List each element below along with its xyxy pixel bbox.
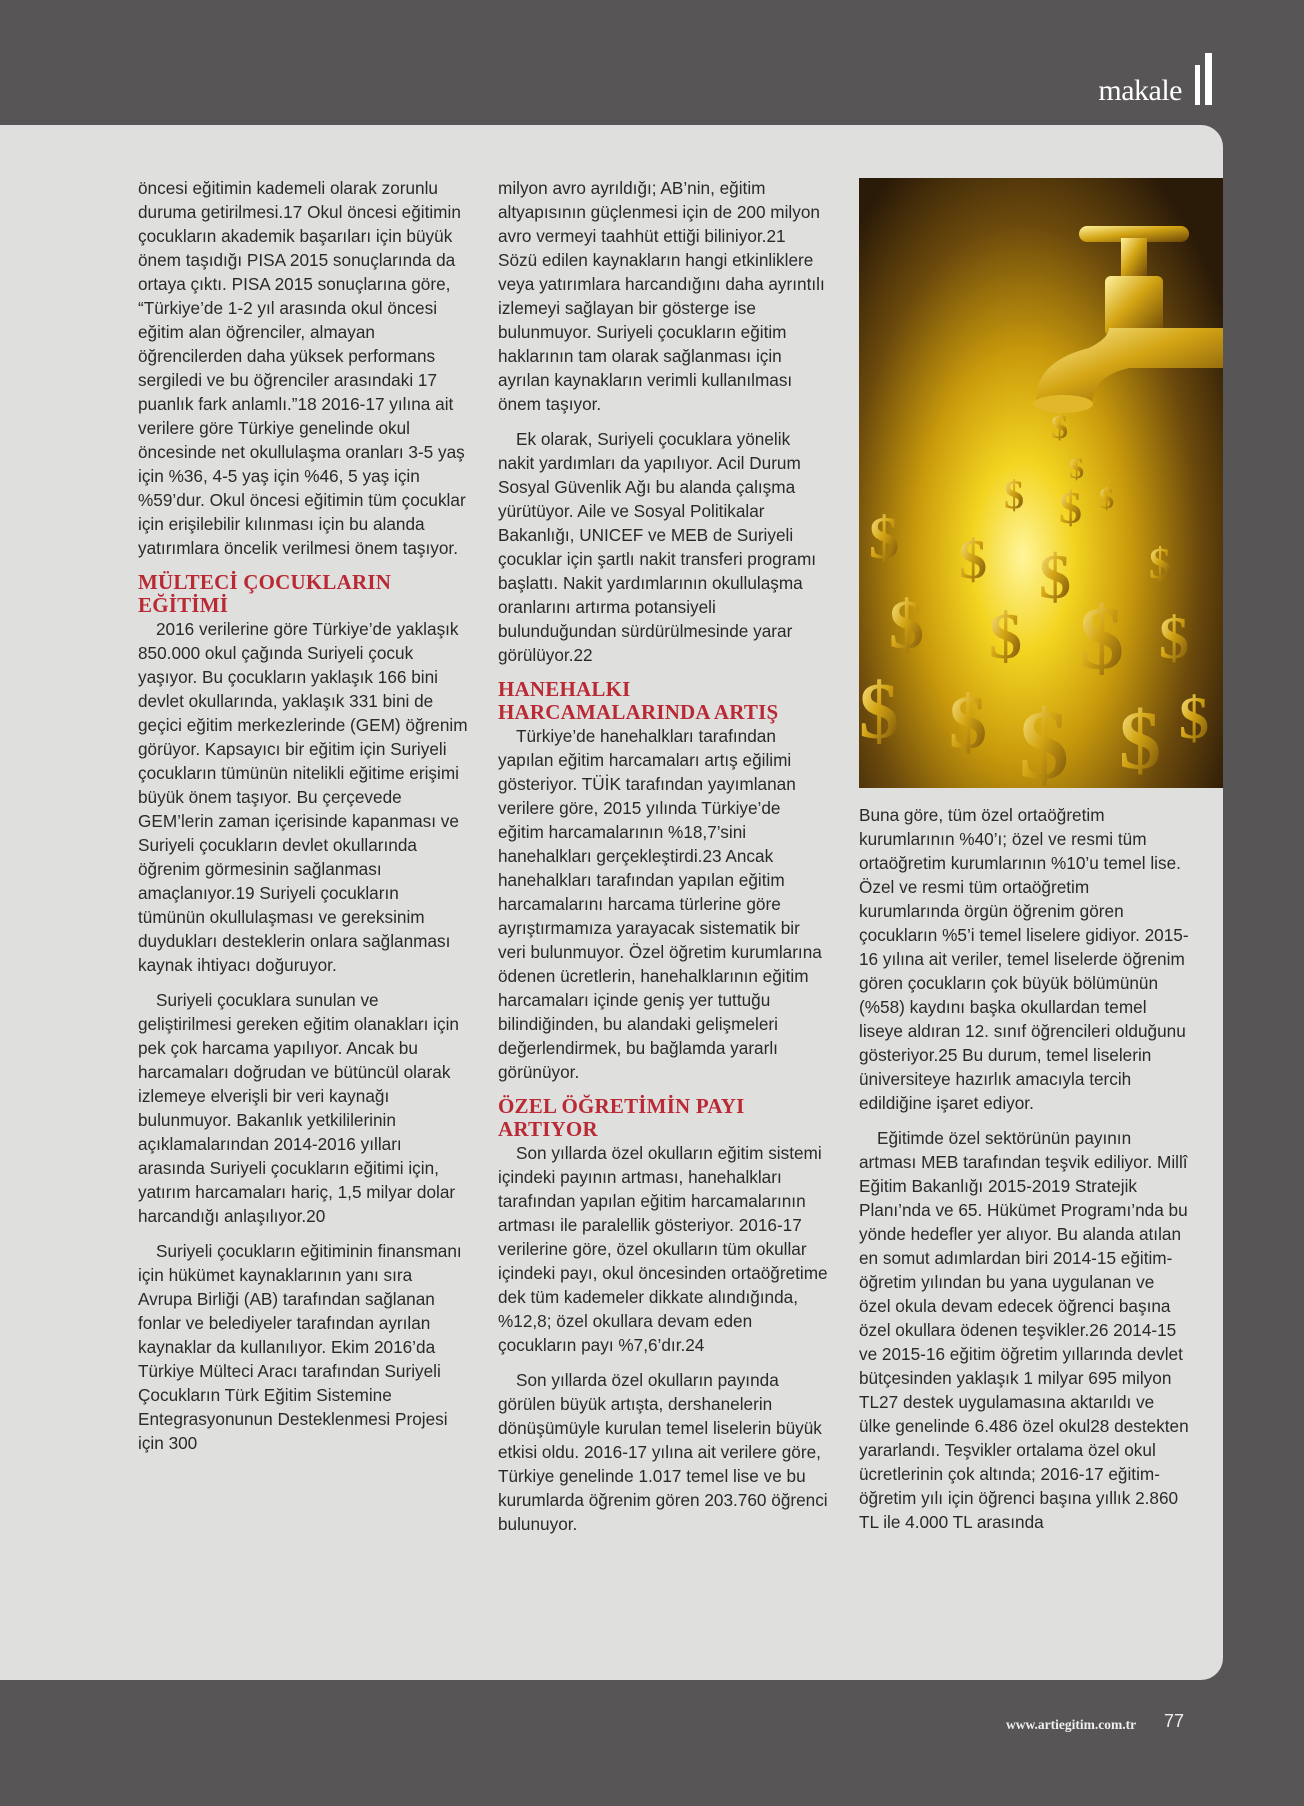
svg-text:$: $ [889, 587, 924, 664]
svg-text:$: $ [949, 681, 987, 765]
section-marker-icon [1195, 53, 1215, 105]
paragraph: Ek olarak, Suriyeli çocuklara yönelik nakit yardımları da yapılıyor. Acil Durum Sosyal Güvenlik Ağı bu alanda çalışma yürütüyor. Aile ve Sosyal Politikalar Bakanlığı, UNICEF ve MEB de Suriyeli çocuklar için şartlı nakit transferi programı başlattı. Nakit yardımlarının okullulaşma oranlarını artırma potansiyeli bulunduğundan sürdürülmesinde yarar görülüyor.22 [498, 429, 817, 665]
svg-text:$: $ [1149, 539, 1171, 588]
svg-text:$: $ [1159, 605, 1189, 671]
svg-text:$: $ [1069, 452, 1084, 485]
paragraph: Eğitimde özel sektörünün payının artması MEB tarafından teşvik ediliyor. Millî Eğitim Bakanlığı 2015-2019 Stratejik Planı’nda ve 65. Hükümet Programı’nda bu yönde hedefler yer alıyor. Bu alanda atılan en somut adımlardan biri 2014-15 eğitim-öğretim yılından bu yana uygulanan ve özel okula devam edecek öğrenci başına özel okullara ödenen teşvikler.26 2014-15 ve 2015-16 eğitim öğretim yıllarında devlet bütçesinden yaklaşık 1 milyar 695 milyon TL27 destek uygulamasına aktarıldı ve ülke genelinde 6.486 özel okul28 destekten yararlandı. Teşvikler ortalama özel okul ücretlerinin çok altında; 2016-17 eğitim-öğretim yılı için öğrenci başına yıllık 2.860 TL ile 4.000 TL arasında [859, 1128, 1189, 1532]
paragraph: Son yıllarda özel okulların payında görülen büyük artışta, dershanelerin dönüşümüyle kurulan temel liselerin büyük etkisi oldu. 2016-17 yılına ait verilere göre, Türkiye genelinde 1.017 temel lise ve bu kurumlarda öğrenim gören 203.760 öğrenci bulunuyor. [498, 1370, 828, 1534]
section-heading: ÖZEL ÖĞRETİMİN PAYI ARTIYOR [498, 1094, 745, 1141]
paragraph: 2016 verilerine göre Türkiye’de yaklaşık 850.000 okul çağında Suriyeli çocuk yaşıyor. Bu çocukların yaklaşık 166 bini devlet okullarında, yaklaşık 331 bini de geçici eğitim merkezlerinde (GEM) öğrenim görüyor. Kapsayıcı bir eğitim için Suriyeli çocukların tümünün nitelikli eğitime erişimi büyük önem taşıyor. Bu çerçevede GEM’lerin zaman içerisinde kapanması ve Suriyeli çocukların devlet okullarında öğrenim görmesinin sağlanması amaçlanıyor.19 Suriyeli çocukların tümünün okullulaşması ve gereksinim duydukları desteklerin onlara sağlanması kaynak ihtiyacı doğuruyor. [138, 619, 468, 975]
section-label: makale [1098, 74, 1182, 107]
paragraph: Türkiye’de hanehalkları tarafından yapılan eğitim harcamaları artış eğilimi gösteriyor. TÜİK tarafından yayımlanan verilere göre, 2015 yılında Türkiye’de eğitim harcamalarının %18,7’sini hanehalkları gerçekleştirdi.23 Ancak hanehalkları tarafından yapılan eğitim harcamalarını harcama türlerine göre ayrıştırmamıza yarayacak sistematik bir veri bulunmuyor. Özel öğretim kurumlarına ödenen ücretlerin, hanehalklarının eğitim harcamaları içinde geniş yer tuttuğu bilindiğinden, bu alandaki gelişmeleri değerlendirmek, bu bağlamda yararlı görünüyor. [498, 726, 822, 1082]
svg-text:$: $ [1079, 589, 1124, 688]
svg-text:$: $ [869, 505, 899, 571]
paragraph: Suriyeli çocuklara sunulan ve geliştirilmesi gereken eğitim olanakları için pek çok harcama yapılıyor. Ancak bu harcamaları doğrudan ve bütüncül olarak izlemeye elverişli bir veri kaynağı bulunmuyor. Bakanlık yetkililerinin açıklamalarından 2014-2016 yılları arasında Suriyeli çocukların eğitimi için, yatırım harcamaları hariç, 1,5 milyar dolar harcandığı anlaşılıyor.20 [138, 990, 459, 1226]
paragraph: Buna göre, tüm özel ortaöğretim kurumlarının %40’ı; özel ve resmi tüm ortaöğretim kurumlarının %10’u temel lise. Özel ve resmi tüm ortaöğretim kurumlarında örgün öğrenim gören çocukların %5’i temel liselere gidiyor. 2015-16 yılına ait veriler, temel liselerde öğrenim gören çocukların çok büyük bölümünün (%58) kaydını başka okullardan temel liseye aldıran 12. sınıf öğrencileri olduğunu gösteriyor.25 Bu durum, temel liselerin üniversiteye hazırlık amacıyla tercih edildiğine işaret ediyor. [859, 805, 1189, 1113]
golden-faucet-icon [859, 178, 1223, 788]
svg-text:$: $ [1059, 482, 1082, 533]
paragraph: öncesi eğitimin kademeli olarak zorunlu duruma getirilmesi.17 Okul öncesi eğitimin çocukların akademik başarıları için büyük önem taşıdığı PISA 2015 sonuçlarında da ortaya çıktı. PISA 2015 sonuçlarına göre, “Türkiye’de 1-2 yıl arasında okul öncesi eğitim alan öğrenciler, almayan öğrencilerden daha yüksek performans sergiledi ve bu öğrenciler arasındaki 17 puanlık fark anlamlı.”18 2016-17 yılına ait verilere göre Türkiye genelinde okul öncesinde net okullulaşma oranları 3-5 yaş için %36, 4-5 yaş için %46, 5 yaş için %59’dur. Okul öncesi eğitimin tüm çocuklar için erişilebilir kılınması için bu alanda yatırımlara öncelik verilmesi önem taşıyor. [138, 178, 466, 558]
section-heading: MÜLTECİ ÇOCUKLARIN EĞİTİMİ [138, 570, 392, 617]
svg-text:$: $ [1004, 472, 1024, 517]
svg-text:$: $ [1119, 694, 1161, 787]
page-number: 77 [1164, 1711, 1185, 1731]
svg-text:$: $ [859, 668, 899, 756]
svg-text:$: $ [1051, 409, 1068, 446]
svg-text:$: $ [1019, 689, 1069, 788]
svg-text:$: $ [1179, 685, 1209, 751]
svg-text:$: $ [959, 529, 987, 591]
article-column-2 [498, 176, 828, 1547]
paragraph: milyon avro ayrıldığı; AB’nin, eğitim altyapısının güçlenmesi için de 200 milyon avro vermeyi taahhüt ettiği biliniyor.21 Sözü edilen kaynakların hangi etkinliklere veya yatırımlara harcandığını daha ayrıntılı izlemeyi sağlayan bir gösterge ise bulunmuyor. Suriyeli çocukların eğitim haklarının tam olarak sağlanması için ayrılan kaynakların verimli kullanılması önem taşıyor. [498, 178, 825, 414]
article-column-1 [138, 176, 468, 1466]
svg-text:$: $ [1099, 482, 1114, 515]
paragraph: Son yıllarda özel okulların eğitim sistemi içindeki payının artması, hanehalkları tarafından yapılan eğitim harcamalarının artması ile paralellik gösteriyor. 2016-17 verilerine göre, özel okulların tüm okullar içindeki payı, okul öncesinden ortaöğretime dek tüm kademeler dikkate alındığında, %12,8; özel okullara devam eden çocukların payı %7,6’dır.24 [498, 1143, 828, 1355]
article-column-3 [859, 803, 1189, 1545]
paragraph: Suriyeli çocukların eğitiminin finansmanı için hükümet kaynaklarının yanı sıra Avrupa Birliği (AB) tarafından sağlanan fonlar ve belediyeler tarafından ayrılan kaynaklar da kullanılıyor. Ekim 2016’da Türkiye Mülteci Aracı tarafından Suriyeli Çocukların Türk Eğitim Sistemine Entegrasyonunun Desteklenmesi Projesi için 300 [138, 1241, 462, 1453]
faucet-dollar-photo [859, 178, 1223, 788]
svg-text:$: $ [989, 600, 1022, 673]
svg-text:$: $ [1039, 541, 1071, 612]
section-heading: HANEHALKI HARCAMALARINDA ARTIŞ [498, 677, 779, 724]
footer-website: www.artiegitim.com.tr [1006, 1717, 1137, 1732]
